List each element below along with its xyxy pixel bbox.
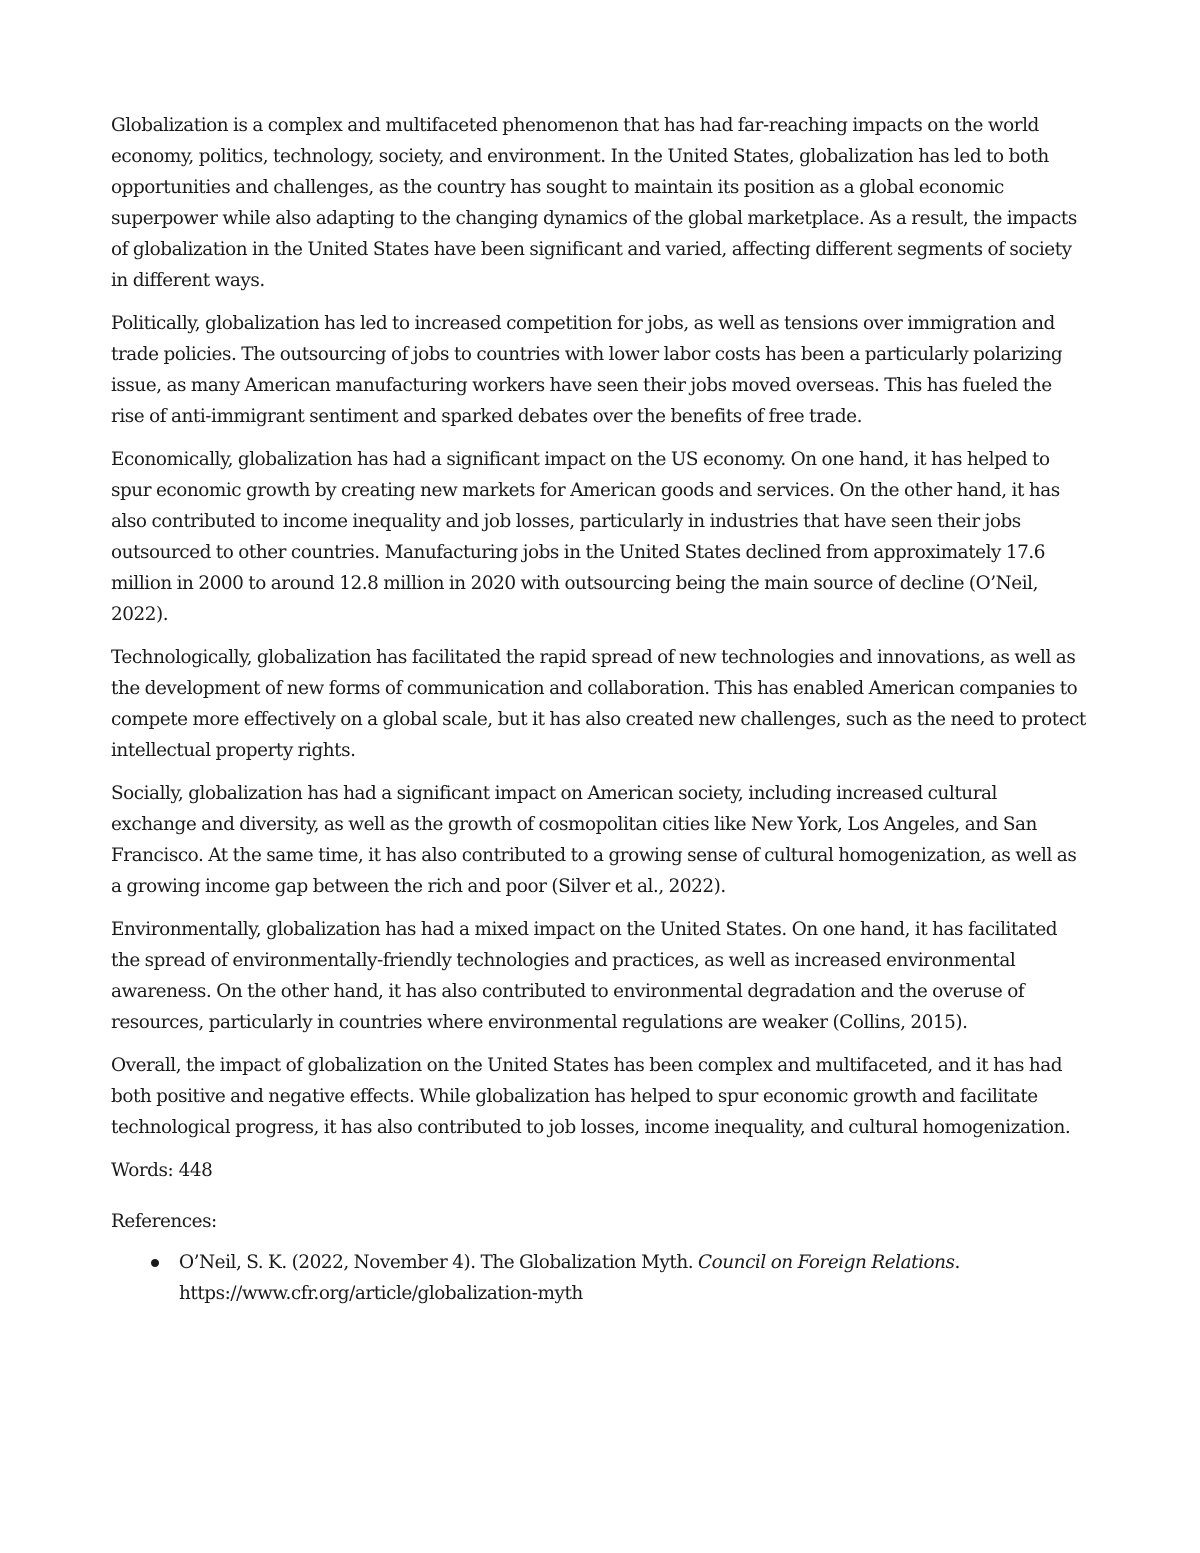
references-heading: References: xyxy=(111,1211,217,1232)
reference-item xyxy=(179,1247,1086,1309)
paragraph-conclusion: Overall, the impact of globalization on the United States has been complex and multifaceted, and it has had both positive and negative effects. While globalization has helped to spur economic growth and facilitate technological progress, it has also contributed to job losses, income inequality, and cultural homogenization. xyxy=(111,1055,1071,1138)
paragraph-environmental: Environmentally, globalization has had a mixed impact on the United States. On one hand, it has facilitated the spread of environmentally-friendly technologies and practices, as well as increased environmental awareness. On the other hand, it has also contributed to environmental degradation and the overuse of resources, particularly in countries where environmental regulations are weaker (Collins, 2015). xyxy=(111,919,1058,1033)
paragraph-technological: Technologically, globalization has facilitated the rapid spread of new technologies and innovations, as well as the development of new forms of communication and collaboration. This has enabled American companies to compete more effectively on a global scale, but it has also created new challenges, such as the need to protect intellectual property rights. xyxy=(111,647,1086,761)
bullet-icon xyxy=(151,1259,159,1267)
reference-source: Council on Foreign Relations xyxy=(698,1252,955,1273)
reference-url-link[interactable]: https://www.cfr.org/article/globalization-myth xyxy=(179,1283,583,1304)
paragraph-economic: Economically, globalization has had a significant impact on the US economy. On one hand, it has helped to spur economic growth by creating new markets for American goods and services. On the other hand, it has also contributed to income inequality and job losses, particularly in industries that have seen their jobs outsourced to other countries. Manufacturing jobs in the United States declined from approximately 17.6 million in 2000 to around 12.8 million in 2020 with outsourcing being the main source of decline (O’Neil, 2022). xyxy=(111,449,1060,625)
reference-lead: O’Neil, S. K. (2022, November 4). The Globalization Myth. xyxy=(179,1252,699,1273)
references-list xyxy=(111,1247,1086,1309)
paragraph-intro: Globalization is a complex and multifaceted phenomenon that has had far-reaching impacts on the world economy, politics, technology, society, and environment. In the United States, globalization has led to both opportunities and challenges, as the country has sought to maintain its position as a global economic superpower while also adapting to the changing dynamics of the global marketplace. As a result, the impacts of globalization in the United States have been significant and varied, affecting different segments of society in different ways. xyxy=(111,115,1077,291)
paragraph-social: Socially, globalization has had a significant impact on American society, including increased cultural exchange and diversity, as well as the growth of cosmopolitan cities like New York, Los Angeles, and San Francisco. At the same time, it has also contributed to a growing sense of cultural homogenization, as well as a growing income gap between the rich and poor (Silver et al., 2022). xyxy=(111,783,1077,897)
reference-period: . xyxy=(954,1252,960,1273)
word-count: Words: 448 xyxy=(111,1160,213,1181)
paragraph-political: Politically, globalization has led to increased competition for jobs, as well as tensions over immigration and trade policies. The outsourcing of jobs to countries with lower labor costs has been a particularly polarizing issue, as many American manufacturing workers have seen their jobs moved overseas. This has fueled the rise of anti-immigrant sentiment and sparked debates over the benefits of free trade. xyxy=(111,313,1063,427)
document-page xyxy=(111,110,1086,1309)
